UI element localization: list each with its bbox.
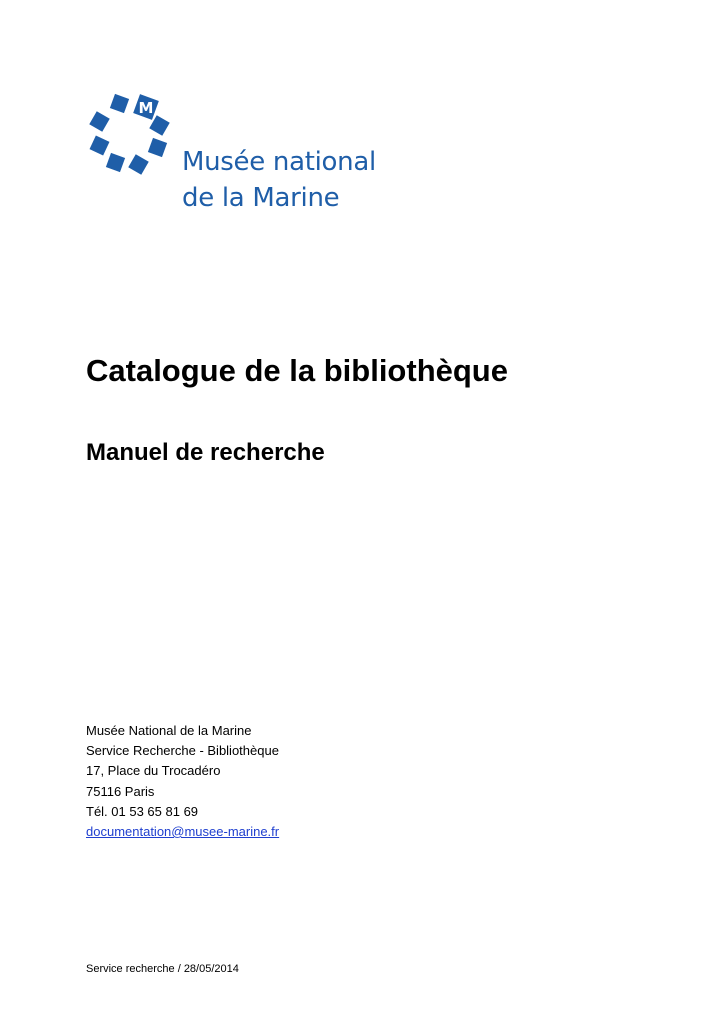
museum-logo (88, 92, 408, 222)
email-link[interactable]: documentation@musee-marine.fr (86, 824, 280, 840)
document-subtitle: Manuel de recherche (86, 439, 325, 466)
logo-monogram: M (138, 99, 154, 117)
document-title: Catalogue de la bibliothèque (86, 353, 508, 388)
address-line-street: 17, Place du Trocadéro (86, 763, 221, 779)
logo-wordmark (182, 144, 376, 216)
page-footer: Service recherche / 28/05/2014 (86, 963, 239, 975)
logo-line-2: de la Marine (182, 183, 340, 213)
address-phone: Tél. 01 53 65 81 69 (86, 803, 199, 819)
address-line-institution: Musée National de la Marine (86, 723, 252, 738)
museum-star-logo-icon (88, 92, 172, 176)
contact-address-block (86, 721, 279, 842)
logo-line-1: Musée national (182, 147, 376, 177)
address-line-service: Service Recherche - Bibliothèque (86, 743, 279, 759)
address-line-city: 75116 Paris (86, 783, 155, 799)
